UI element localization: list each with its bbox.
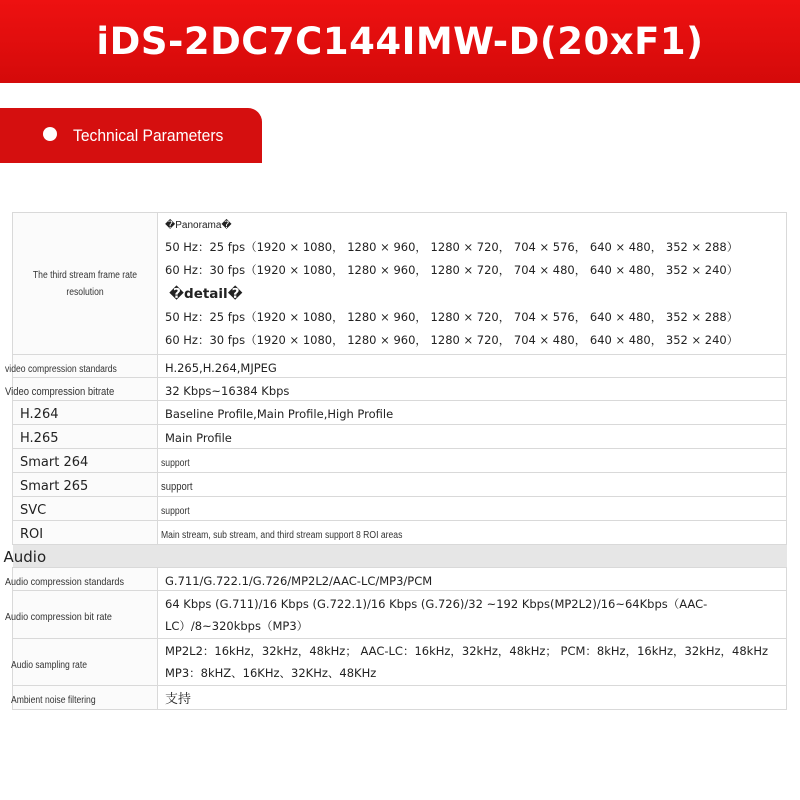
video-compression-label-cell (5, 355, 158, 378)
title-banner (0, 0, 800, 83)
table-row (13, 686, 787, 710)
smart264-value-cell (158, 449, 787, 473)
smart264-label-cell (13, 449, 158, 473)
video-compression-value-cell (158, 355, 787, 378)
table-row (13, 639, 787, 686)
detail-heading: �detail� (169, 286, 243, 302)
table-row (13, 473, 787, 497)
audio-sampling-value: MP2L2：16kHz，32kHz，48kHz； AAC-LC：16kHz，32kHz，48kHz； PCM：8kHz，16kHz，32kHz，48kHz MP3：8kHZ、16KHz、32KHz、48KHz (165, 644, 769, 680)
svc-value-cell (158, 497, 787, 521)
noise-filter-label: Ambient noise filtering (11, 695, 96, 706)
table-row (13, 213, 787, 355)
h264-value-cell (158, 401, 787, 425)
audio-compression-value-cell (158, 568, 787, 591)
h265-label-cell (13, 425, 158, 449)
svc-label: SVC (20, 503, 47, 518)
smart265-label-cell (13, 473, 158, 497)
audio-compression-label: Audio compression standards (5, 575, 124, 588)
h264-label: H.264 (20, 407, 59, 422)
panorama-50hz: 50 Hz：25 fps（1920 × 1080， 1280 × 960， 1280 × 720， 704 × 576， 640 × 480， 352 × 288） (165, 240, 739, 254)
video-bitrate-label: Video compression bitrate (5, 385, 115, 398)
table-row (13, 449, 787, 473)
audio-section-cell (3, 545, 787, 568)
h264-label-cell (13, 401, 158, 425)
h265-label: H.265 (20, 431, 59, 446)
table-row (13, 568, 787, 591)
smart264-label: Smart 264 (20, 455, 89, 470)
video-compression-label: video compression standards (5, 363, 117, 375)
audio-sampling-label-cell (13, 639, 158, 686)
product-title: iDS-2DC7C144IMW-D(20xF1) (96, 20, 704, 63)
panorama-heading: �Panorama� (165, 220, 232, 231)
frame-rate-label: The third stream frame rate resolution (32, 269, 138, 298)
audio-section-row (13, 545, 787, 568)
audio-compression-value: G.711/G.722.1/G.726/MP2L2/AAC-LC/MP3/PCM (165, 573, 433, 588)
roi-value: Main stream, sub stream, and third stream support 8 ROI areas (161, 530, 403, 541)
video-bitrate-value: 32 Kbps~16384 Kbps (165, 383, 290, 398)
audio-bitrate-label-cell (5, 591, 158, 639)
video-bitrate-label-cell (5, 378, 158, 401)
table-row (13, 378, 787, 401)
audio-compression-label-cell (5, 568, 158, 591)
table-row (13, 425, 787, 449)
section-label: Technical Parameters (73, 125, 224, 145)
smart265-value: support (161, 481, 193, 493)
smart265-value-cell (158, 473, 787, 497)
audio-section-title: Audio (3, 547, 47, 566)
roi-label: ROI (20, 527, 44, 542)
table-row (13, 521, 787, 545)
bullet-dot-icon (43, 127, 57, 141)
noise-filter-label-cell (13, 686, 158, 710)
svc-label-cell (13, 497, 158, 521)
roi-value-cell (158, 521, 787, 545)
noise-filter-value-cell (158, 686, 787, 710)
h265-value: Main Profile (165, 431, 232, 445)
noise-filter-value: 支持 (165, 692, 192, 707)
frame-rate-value-cell (158, 213, 787, 355)
audio-bitrate-value-cell (158, 591, 787, 639)
audio-bitrate-label: Audio compression bit rate (5, 611, 112, 623)
audio-sampling-value-cell (158, 639, 787, 686)
smart264-value: support (161, 458, 190, 469)
panorama-60hz: 60 Hz：30 fps（1920 × 1080， 1280 × 960， 1280 × 720， 704 × 480， 640 × 480， 352 × 240） (165, 263, 739, 277)
roi-label-cell (13, 521, 158, 545)
smart265-label: Smart 265 (20, 479, 89, 494)
video-bitrate-value-cell (158, 378, 787, 401)
spec-table (3, 212, 787, 710)
h264-value: Baseline Profile,Main Profile,High Profile (165, 407, 394, 421)
detail-50hz: 50 Hz：25 fps（1920 × 1080， 1280 × 960， 1280 × 720， 704 × 576， 640 × 480， 352 × 288） (165, 310, 739, 324)
audio-bitrate-value: 64 Kbps (G.711)/16 Kbps (G.722.1)/16 Kbps (G.726)/32 ~192 Kbps(MP2L2)/16~64Kbps（AAC-LC）/8~320kbps（MP3） (165, 596, 708, 633)
table-row (13, 497, 787, 521)
audio-sampling-label: Audio sampling rate (11, 659, 88, 671)
table-row (13, 591, 787, 639)
detail-60hz: 60 Hz：30 fps（1920 × 1080， 1280 × 960， 1280 × 720， 704 × 480， 640 × 480， 352 × 240） (165, 333, 739, 347)
table-row (13, 355, 787, 378)
section-tab (0, 108, 262, 163)
frame-rate-label-cell (13, 213, 158, 355)
table-row (13, 401, 787, 425)
h265-value-cell (158, 425, 787, 449)
video-compression-value: H.265,H.264,MJPEG (165, 360, 277, 375)
svc-value: support (161, 506, 190, 517)
